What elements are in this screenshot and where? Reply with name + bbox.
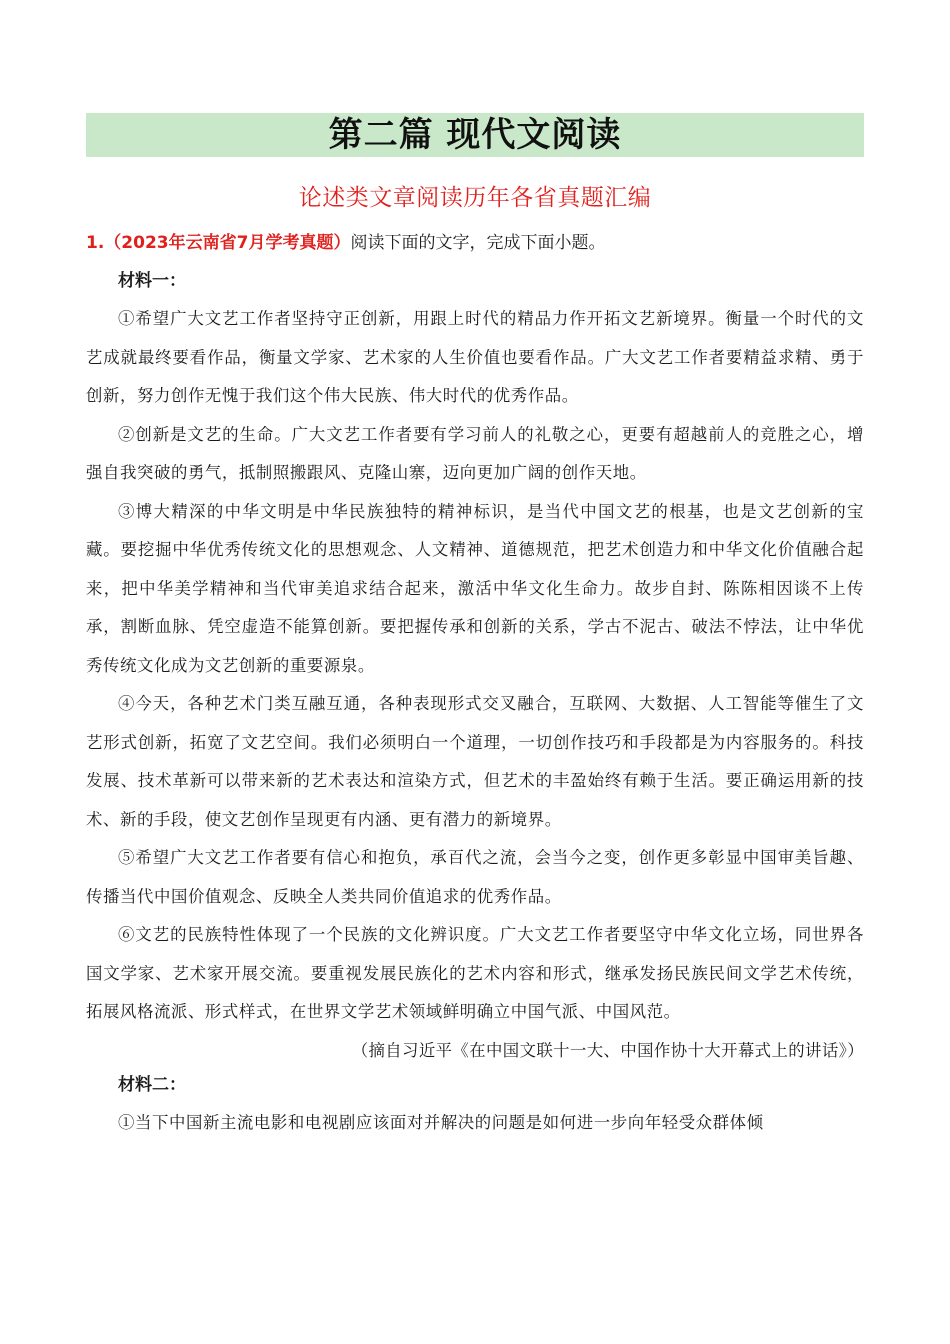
document-page [86,113,864,1142]
section-subtitle: 论述类文章阅读历年各省真题汇编 [298,185,652,211]
question-number: 1. [86,233,105,253]
page-title: 第二篇 现代文阅读 [86,113,864,157]
material-two-paragraph: ①当下中国新主流电影和电视剧应该面对并解决的问题是如何进一步向年轻受众群体倾 [118,1112,764,1132]
material-one-paragraph: ②创新是文艺的生命。广大文艺工作者要有学习前人的礼敬之心，更要有超越前人的竞胜之心，增强自我突破的勇气，抵制照搬跟风、克隆山寨，迈向更加广阔的创作天地。 [86,424,864,482]
material-one-label: 材料一： [118,271,186,291]
question-header [86,230,864,256]
material-two-label: 材料二： [118,1074,186,1095]
question-source: （2023年云南省7月学考真题） [104,233,351,253]
material-one-paragraph: ④今天，各种艺术门类互融互通，各种表现形式交叉融合，互联网、大数据、人工智能等催生了文艺形式创新，拓宽了文艺空间。我们必须明白一个道理，一切创作技巧和手段都是为内容服务的。科技发展、技术革新可以带来新的艺术表达和渲染方式，但艺术的丰盈始终有赖于生活。要正确运用新的技术、新的手段，使文艺创作呈现更有内涵、更有潜力的新境界。 [86,694,864,829]
material-one-paragraph: ③博大精深的中华文明是中华民族独特的精神标识，是当代中国文艺的根基，也是文艺创新的宝藏。要挖掘中华优秀传统文化的思想观念、人文精神、道德规范，把艺术创造力和中华文化价值融合起来，把中华美学精神和当代审美追求结合起来，激活中华文化生命力。故步自封、陈陈相因谈不上传承，割断血脉、凭空虚造不能算创新。要把握传承和创新的关系，学古不泥古、破法不悖法，让中华优秀传统文化成为文艺创新的重要源泉。 [86,501,864,675]
material-one-paragraph: ⑤希望广大文艺工作者要有信心和抱负，承百代之流，会当今之变，创作更多彰显中国审美旨趣、传播当代中国价值观念、反映全人类共同价值追求的优秀作品。 [86,848,864,906]
material-one-paragraph: ⑥文艺的民族特性体现了一个民族的文化辨识度。广大文艺工作者要坚守中华文化立场，同世界各国文学家、艺术家开展交流。要重视发展民族化的艺术内容和形式，继承发扬民族民间文学艺术传统，拓展风格流派、形式样式，在世界文学艺术领域鲜明确立中国气派、中国风范。 [86,925,864,1021]
material-one-paragraph: ①希望广大文艺工作者坚持守正创新，用跟上时代的精品力作开拓文艺新境界。衡量一个时代的文艺成就最终要看作品，衡量文学家、艺术家的人生价值也要看作品。广大文艺工作者要精益求精、勇于创新，努力创作无愧于我们这个伟大民族、伟大时代的优秀作品。 [86,309,864,405]
material-one-citation: （摘自习近平《在中国文联十一大、中国作协十大开幕式上的讲话》） [351,1040,864,1060]
question-instruction: 阅读下面的文字，完成下面小题。 [350,233,606,253]
